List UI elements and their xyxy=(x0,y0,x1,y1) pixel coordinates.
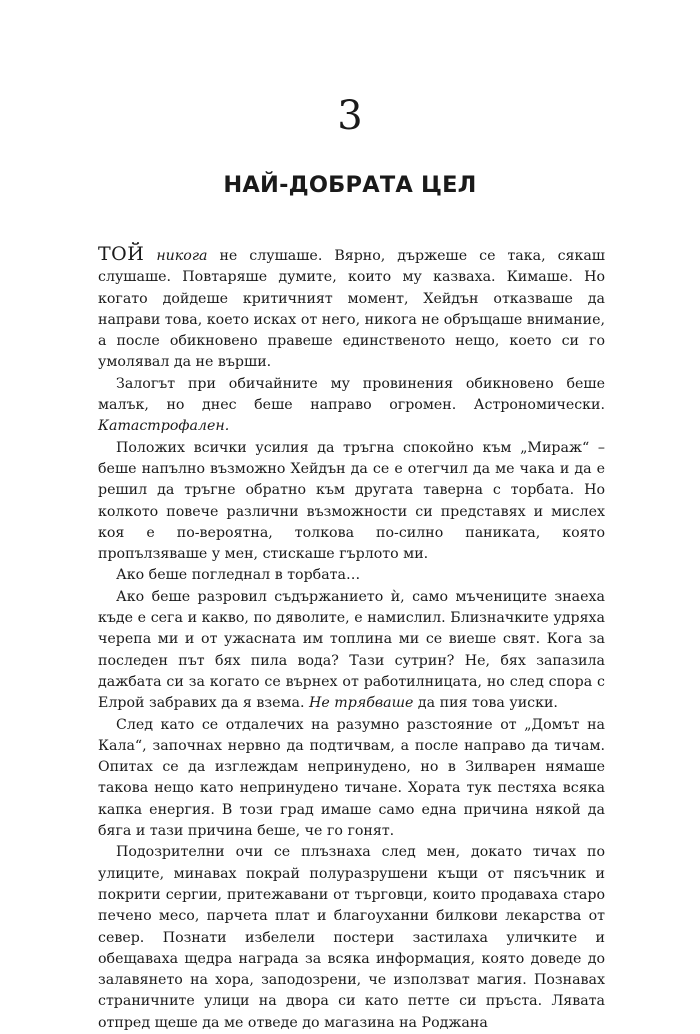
italic-text: никога xyxy=(156,248,208,264)
text-span: не слушаше. Вярно, държеше се така, сякаш слушаше. Повтаряше думите, които му казваха. Кимаше. Но когато дойдеше критичният момент, Хейдън отказваше да направи това, което исках от него, никога не обръщаше внимание, а после обикновено правеше единственото нещо, което си го умолявал да не върши. xyxy=(98,248,605,371)
paragraph-5 xyxy=(98,587,605,715)
text-span: да пия това уиски. xyxy=(413,695,558,712)
italic-text: Не трябваше xyxy=(309,695,414,712)
chapter-body xyxy=(98,244,605,1034)
text-span: След като се отдалечих на разумно разстояние от „Домът на Кала“, започнах нервно да подтичвам, а после направо да тичам. Опитах се да изглеждам непринудено, но в Зилварен нямаше такова нещо като непринудено тичане. Хората тук пестяха всяка капка енергия. В този град имаше само една причина някой да бяга и тази причина беше, че го гонят. xyxy=(98,716,605,840)
paragraph-2 xyxy=(98,374,605,438)
chapter-number: 3 xyxy=(337,93,363,139)
paragraph-7 xyxy=(98,842,605,1034)
text-span: Залогът при обичайните му провинения обикновено беше малък, но днес беше направо огромен. Астрономически. xyxy=(98,375,605,414)
text-span: Положих всички усилия да тръгна спокойно към „Мираж“ – беше напълно възможно Хейдън да се е отегчил да ме чака и да е решил да тръгне обратно към другата таверна с торбата. Но колкото повече различни възможности си представях и мислех коя е по-вероятна, толкова по-силно паниката, която пропълзяваше у мен, стискаше гърлото ми. xyxy=(98,439,605,563)
paragraph-1 xyxy=(98,244,605,374)
text-span: Ако беше погледнал в торбата… xyxy=(116,567,361,584)
text-span: Подозрителни очи се плъзнаха след мен, докато тичах по улиците, минавах покрай полуразрушени къщи от пясъчник и покрити сергии, притежавани от търговци, които продаваха старо печено месо, парчета плат и благоуханни билкови лекарства от север. Познати избелели постери застилаха уличките и обещаваха щедра награда за всяка информация, която доведе до залавянето на хора, заподозрени, че използват магия. Познавах страничните улици на двора си като петте си пръста. Лявата отпред щеше да ме отведе до магазина на Роджана xyxy=(98,844,605,1031)
chapter-title: НАЙ-ДОБРАТА ЦЕЛ xyxy=(223,172,477,198)
text-span: Ако беше разровил съдържанието ѝ, само мъчениците знаеха къде е сега и какво, по дяволите, е намислил. Близначките удряха черепа ми и от ужасната им топлина ми се виеше свят. Кога за последен път бях пила вода? Тази сутрин? Не, бях запазила дажбата си за когато се върнех от работилницата, но след спора с Елрой забравих да я взема. xyxy=(98,588,605,712)
italic-text: Катастрофален. xyxy=(98,418,230,435)
paragraph-4 xyxy=(98,565,605,586)
paragraph-6 xyxy=(98,715,605,843)
paragraph-3 xyxy=(98,438,605,566)
lead-word: ТОЙ xyxy=(98,243,145,265)
text-span xyxy=(144,248,156,264)
